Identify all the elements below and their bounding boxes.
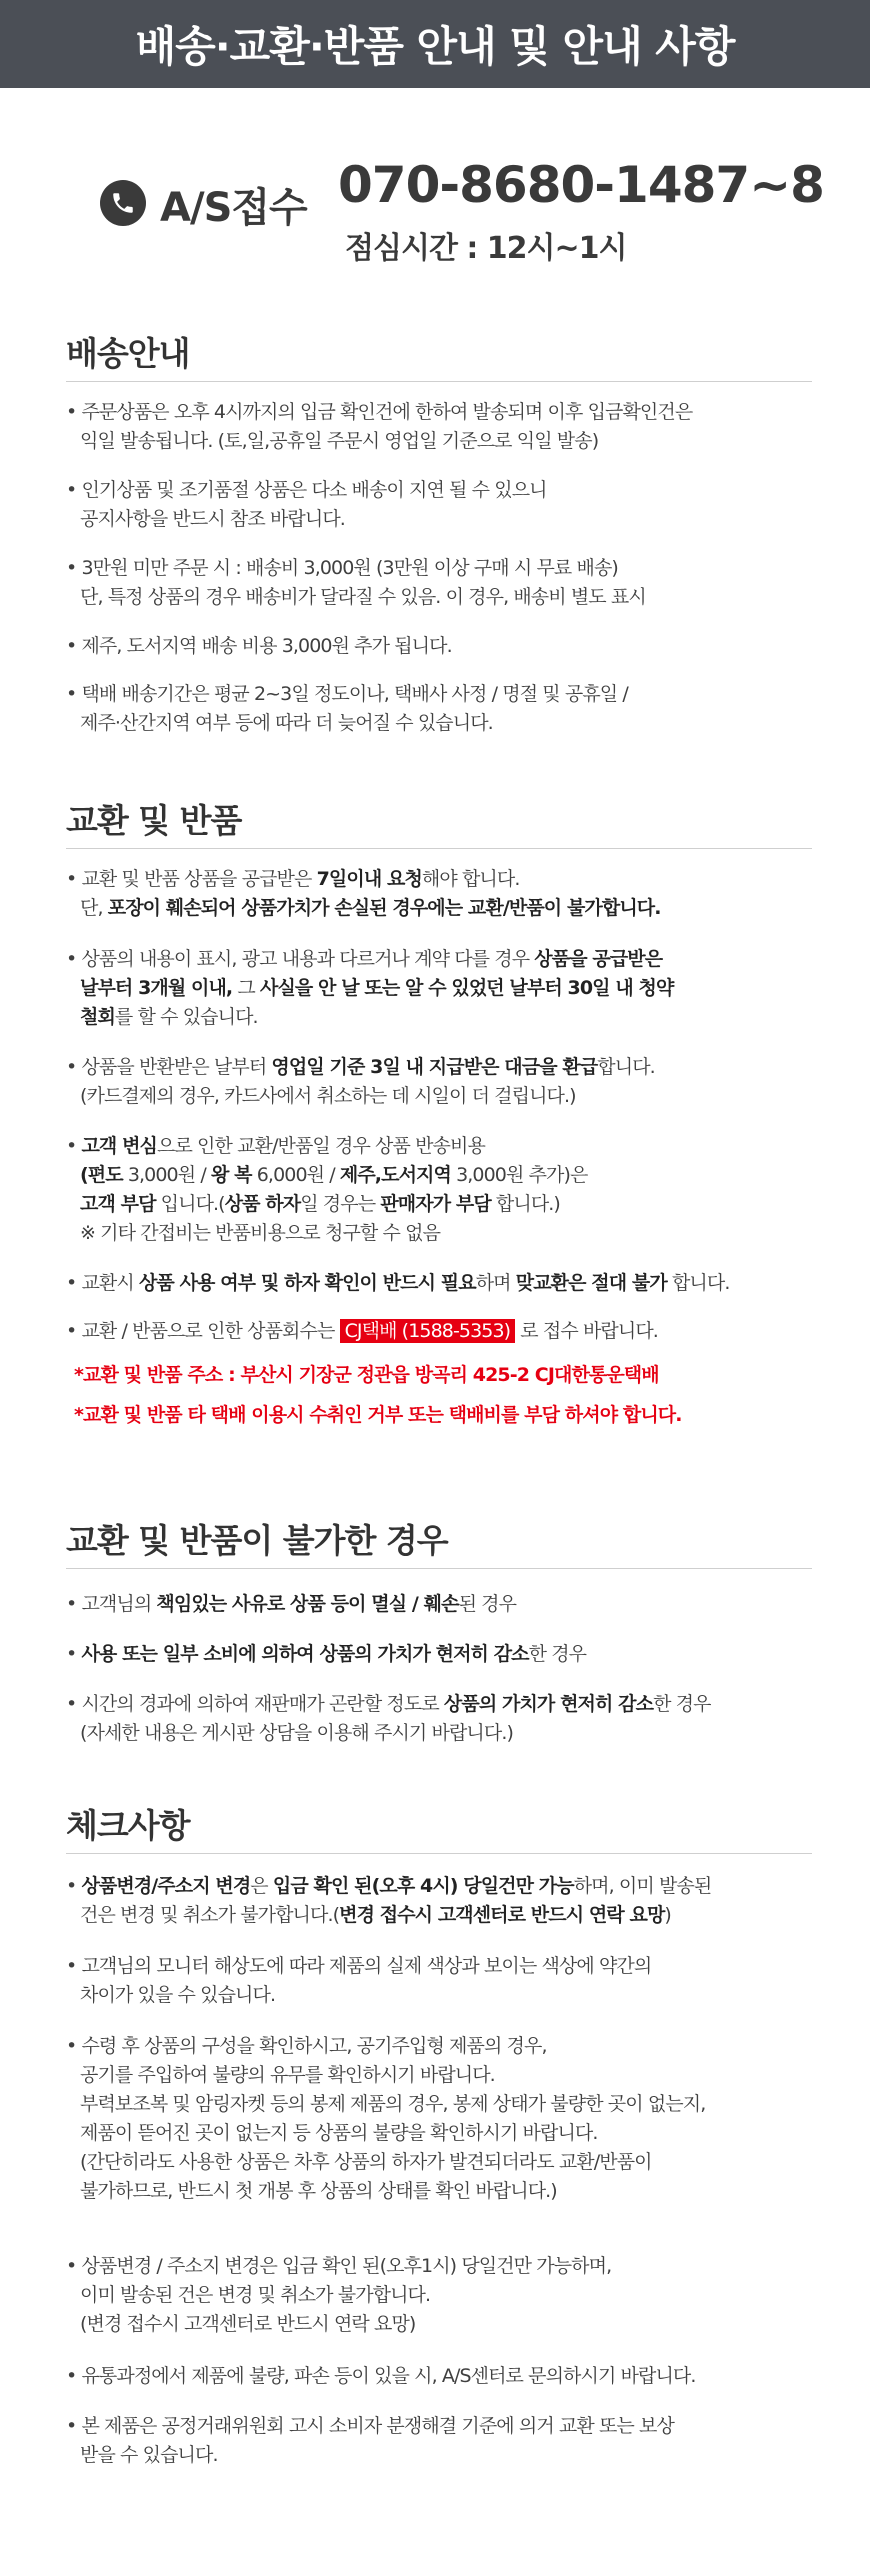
item-text: 6,000원 /: [251, 1164, 340, 1186]
bullet-icon: •: [66, 1875, 77, 1897]
item-text-bold: 고객 부담: [80, 1193, 156, 1215]
item-text-bold: 입금 확인 된(오후 4시) 당일건만 가능: [272, 1875, 574, 1897]
section-divider: [66, 848, 812, 849]
list-item: [66, 398, 826, 456]
item-text-bold: 변경 접수시 고객센터로 반드시 연락 요망: [339, 1904, 665, 1926]
item-text: 합니다.): [490, 1193, 560, 1215]
item-text: 공지사항을 반드시 참조 바랍니다.: [80, 508, 345, 530]
item-text-bold: 왕 복: [210, 1164, 252, 1186]
item-text: 본 제품은 공정거래위원회 고시 소비자 분쟁해결 기준에 의거 교환 또는 보상: [81, 2415, 674, 2437]
item-text: 상품의 내용이 표시, 광고 내용과 다르거나 계약 다를 경우: [81, 948, 535, 970]
item-text: 3,000원 /: [122, 1164, 211, 1186]
item-text: 유통과정에서 제품에 불량, 파손 등이 있을 시, A/S센터로 문의하시기 바랍니다.: [81, 2365, 696, 2387]
bullet-icon: •: [66, 2035, 77, 2057]
list-item: [66, 1590, 826, 1619]
list-item: [66, 2032, 826, 2206]
item-text: 고객님의 모니터 해상도에 따라 제품의 실제 색상과 보이는 색상에 약간의: [81, 1955, 652, 1977]
list-item: [66, 1053, 826, 1111]
item-text: 부력보조복 및 암링자켓 등의 봉제 제품의 경우, 봉제 상태가 불량한 곳이 없는지,: [80, 2093, 706, 2115]
bullet-icon: •: [66, 1693, 77, 1715]
item-text: 하며: [475, 1272, 516, 1294]
item-text: 3만원 미만 주문 시 : 배송비 3,000원 (3만원 이상 구매 시 무료 배송): [81, 557, 618, 579]
item-text: 단, 특정 상품의 경우 배송비가 달라질 수 있음. 이 경우, 배송비 별도 표시: [80, 586, 646, 608]
bullet-icon: •: [66, 1593, 77, 1615]
bullet-icon: •: [66, 1272, 77, 1294]
item-text-bold: 고객 변심: [81, 1135, 157, 1157]
list-item: [66, 2362, 826, 2391]
section-title-exchange: 교환 및 반품: [66, 801, 242, 840]
item-text-bold: 사실을 안 날 또는 알 수 있었던 날부터 30일 내 청약: [259, 977, 674, 999]
list-item: [66, 2252, 826, 2339]
as-label: A/S접수: [160, 185, 307, 231]
return-address-note: [74, 1361, 834, 1390]
item-text: 교환시: [81, 1272, 139, 1294]
item-text-bold: 7일이내 요청: [316, 868, 422, 890]
item-text: 교환 / 반품으로 인한 상품회수는: [81, 1320, 340, 1342]
section-divider: [66, 1853, 812, 1854]
item-text: 단,: [80, 897, 108, 919]
item-text: ): [664, 1904, 671, 1926]
item-text: (간단히라도 사용한 상품은 차후 상품의 하자가 발견되더라도 교환/반품이: [80, 2151, 652, 2173]
item-text: 합니다.: [666, 1272, 730, 1294]
item-text: 익일 발송됩니다. (토,일,공휴일 주문시 영업일 기준으로 익일 발송): [80, 430, 599, 452]
item-text-bold: 사용 또는 일부 소비에 의하여 상품의 가치가 현저히 감소: [81, 1643, 529, 1665]
section-divider: [66, 1568, 812, 1569]
bullet-icon: •: [66, 401, 77, 423]
item-text: 은: [250, 1875, 273, 1897]
item-text: 합니다.: [597, 1056, 655, 1078]
list-item: [66, 1872, 826, 1930]
list-item: [66, 1317, 826, 1346]
list-item: [66, 632, 826, 661]
item-text: 제주, 도서지역 배송 비용 3,000원 추가 됩니다.: [81, 635, 452, 657]
bullet-icon: •: [66, 1320, 77, 1342]
list-item: [66, 1640, 826, 1669]
item-text: 입니다.(: [155, 1193, 225, 1215]
item-text: 한 경우: [528, 1643, 587, 1665]
bullet-icon: •: [66, 1643, 77, 1665]
item-text: 상품변경 / 주소지 변경은 입금 확인 된(오후1시) 당일건만 가능하며,: [81, 2255, 612, 2277]
item-text-bold: 제주,도서지역: [339, 1164, 451, 1186]
item-text-bold: 포장이 훼손되어 상품가치가 손실된 경우에는 교환/반품이 불가합니다.: [107, 897, 661, 919]
bullet-icon: •: [66, 2255, 77, 2277]
item-text-bold: 책임있는 사유로 상품 등이 멸실 / 훼손: [156, 1593, 459, 1615]
item-text-bold: 상품을 공급받은: [534, 948, 663, 970]
item-text: 한 경우: [653, 1693, 711, 1715]
other-courier-note: [74, 1401, 834, 1430]
item-text: (변경 접수시 고객센터로 반드시 연락 요망): [80, 2313, 416, 2335]
item-text: 수령 후 상품의 구성을 확인하시고, 공기주입형 제품의 경우,: [81, 2035, 547, 2057]
item-text: 된 경우: [458, 1593, 517, 1615]
courier-highlight: CJ택배 (1588-5353): [340, 1319, 516, 1343]
list-item: [66, 680, 826, 738]
item-text: 시간의 경과에 의하여 재판매가 곤란할 정도로: [81, 1693, 444, 1715]
list-item: [66, 2412, 826, 2470]
bullet-icon: •: [66, 868, 77, 890]
item-text: 를 할 수 있습니다.: [114, 1006, 258, 1028]
item-text-red: *교환 및 반품 타 택배 이용시 수취인 거부 또는 택배비를 부담 하셔야 합니다.: [74, 1404, 682, 1426]
bullet-icon: •: [66, 1955, 77, 1977]
item-text: 공기를 주입하여 불량의 유무를 확인하시기 바랍니다.: [80, 2064, 495, 2086]
bullet-icon: •: [66, 1056, 77, 1078]
item-text-bold: 맞교환은 절대 불가: [515, 1272, 667, 1294]
page-title: 배송·교환·반품 안내 및 안내 사항: [135, 22, 735, 71]
item-text: 일 경우는: [300, 1193, 381, 1215]
list-item: [66, 1690, 826, 1748]
item-text: 택배 배송기간은 평균 2~3일 정도이나, 택배사 사정 / 명절 및 공휴일 /: [81, 683, 628, 705]
header-banner: [0, 0, 870, 88]
bullet-icon: •: [66, 557, 77, 579]
bullet-icon: •: [66, 2415, 77, 2437]
bullet-icon: •: [66, 683, 77, 705]
item-text: (자세한 내용은 게시판 상담을 이용해 주시기 바랍니다.): [80, 1722, 513, 1744]
item-text: ※ 기타 간접비는 반품비용으로 청구할 수 없음: [80, 1222, 441, 1244]
contact-block: [0, 88, 870, 266]
bullet-icon: •: [66, 948, 77, 970]
bullet-icon: •: [66, 2365, 77, 2387]
item-text-bold: 상품변경/주소지 변경: [81, 1875, 251, 1897]
item-text: 불가하므로, 반드시 첫 개봉 후 상품의 상태를 확인 바랍니다.): [80, 2180, 557, 2202]
list-item: [66, 476, 826, 534]
item-text: 상품을 반환받은 날부터: [81, 1056, 272, 1078]
item-text: 로 접수 바랍니다.: [515, 1320, 658, 1342]
item-text: 으로 인한 교환/반품일 경우 상품 반송비용: [156, 1135, 485, 1157]
item-text: 이미 발송된 건은 변경 및 취소가 불가합니다.: [80, 2284, 431, 2306]
item-text-bold: 철회: [80, 1006, 115, 1028]
lunch-time: 점심시간 : 12시~1시: [345, 231, 627, 266]
item-text: 건은 변경 및 취소가 불가합니다.(: [80, 1904, 340, 1926]
item-text-bold: 날부터 3개월 이내,: [80, 977, 233, 999]
item-text: 제주·산간지역 여부 등에 따라 더 늦어질 수 있습니다.: [80, 712, 493, 734]
item-text: 인기상품 및 조기품절 상품은 다소 배송이 지연 될 수 있으니: [81, 479, 547, 501]
section-divider: [66, 381, 812, 382]
item-text: 제품이 뜯어진 곳이 없는지 등 상품의 불량을 확인하시기 바랍니다.: [80, 2122, 598, 2144]
section-title-shipping: 배송안내: [66, 334, 190, 373]
item-text: (카드결제의 경우, 카드사에서 취소하는 데 시일이 더 걸립니다.): [80, 1085, 576, 1107]
section-title-impossible: 교환 및 반품이 불가한 경우: [66, 1521, 448, 1560]
item-text-bold: 영업일 기준 3일 내 지급받은 대금을 환급: [271, 1056, 598, 1078]
bullet-icon: •: [66, 635, 77, 657]
list-item: [66, 554, 826, 612]
bullet-icon: •: [66, 479, 77, 501]
section-title-check: 체크사항: [66, 1806, 190, 1845]
item-text-bold: 판매자가 부담: [380, 1193, 491, 1215]
item-text-bold: 상품 하자: [224, 1193, 301, 1215]
phone-number: 070-8680-1487~8: [338, 156, 824, 214]
list-item: [66, 1952, 826, 2010]
item-text: 3,000원 추가)은: [450, 1164, 588, 1186]
item-text-red: *교환 및 반품 주소 : 부산시 기장군 정관읍 방곡리 425-2 CJ대한통운택배: [74, 1364, 659, 1386]
phone-icon: [100, 180, 146, 226]
list-item: [66, 945, 826, 1032]
item-text: 고객님의: [81, 1593, 157, 1615]
list-item: [66, 1269, 826, 1298]
item-text-bold: 상품의 가치가 현저히 감소: [443, 1693, 654, 1715]
item-text: 하며, 이미 발송된: [573, 1875, 712, 1897]
list-item: [66, 865, 826, 923]
item-text-bold: (편도: [80, 1164, 123, 1186]
bullet-icon: •: [66, 1135, 77, 1157]
item-text: 주문상품은 오후 4시까지의 입금 확인건에 한하여 발송되며 이후 입금확인건은: [81, 401, 693, 423]
list-item: [66, 1132, 826, 1248]
item-text: 차이가 있을 수 있습니다.: [80, 1984, 276, 2006]
item-text-bold: 상품 사용 여부 및 하자 확인이 반드시 필요: [138, 1272, 476, 1294]
item-text: 받을 수 있습니다.: [80, 2444, 218, 2466]
item-text: 해야 합니다.: [421, 868, 520, 890]
item-text: 그: [232, 977, 260, 999]
item-text: 교환 및 반품 상품을 공급받은: [81, 868, 317, 890]
